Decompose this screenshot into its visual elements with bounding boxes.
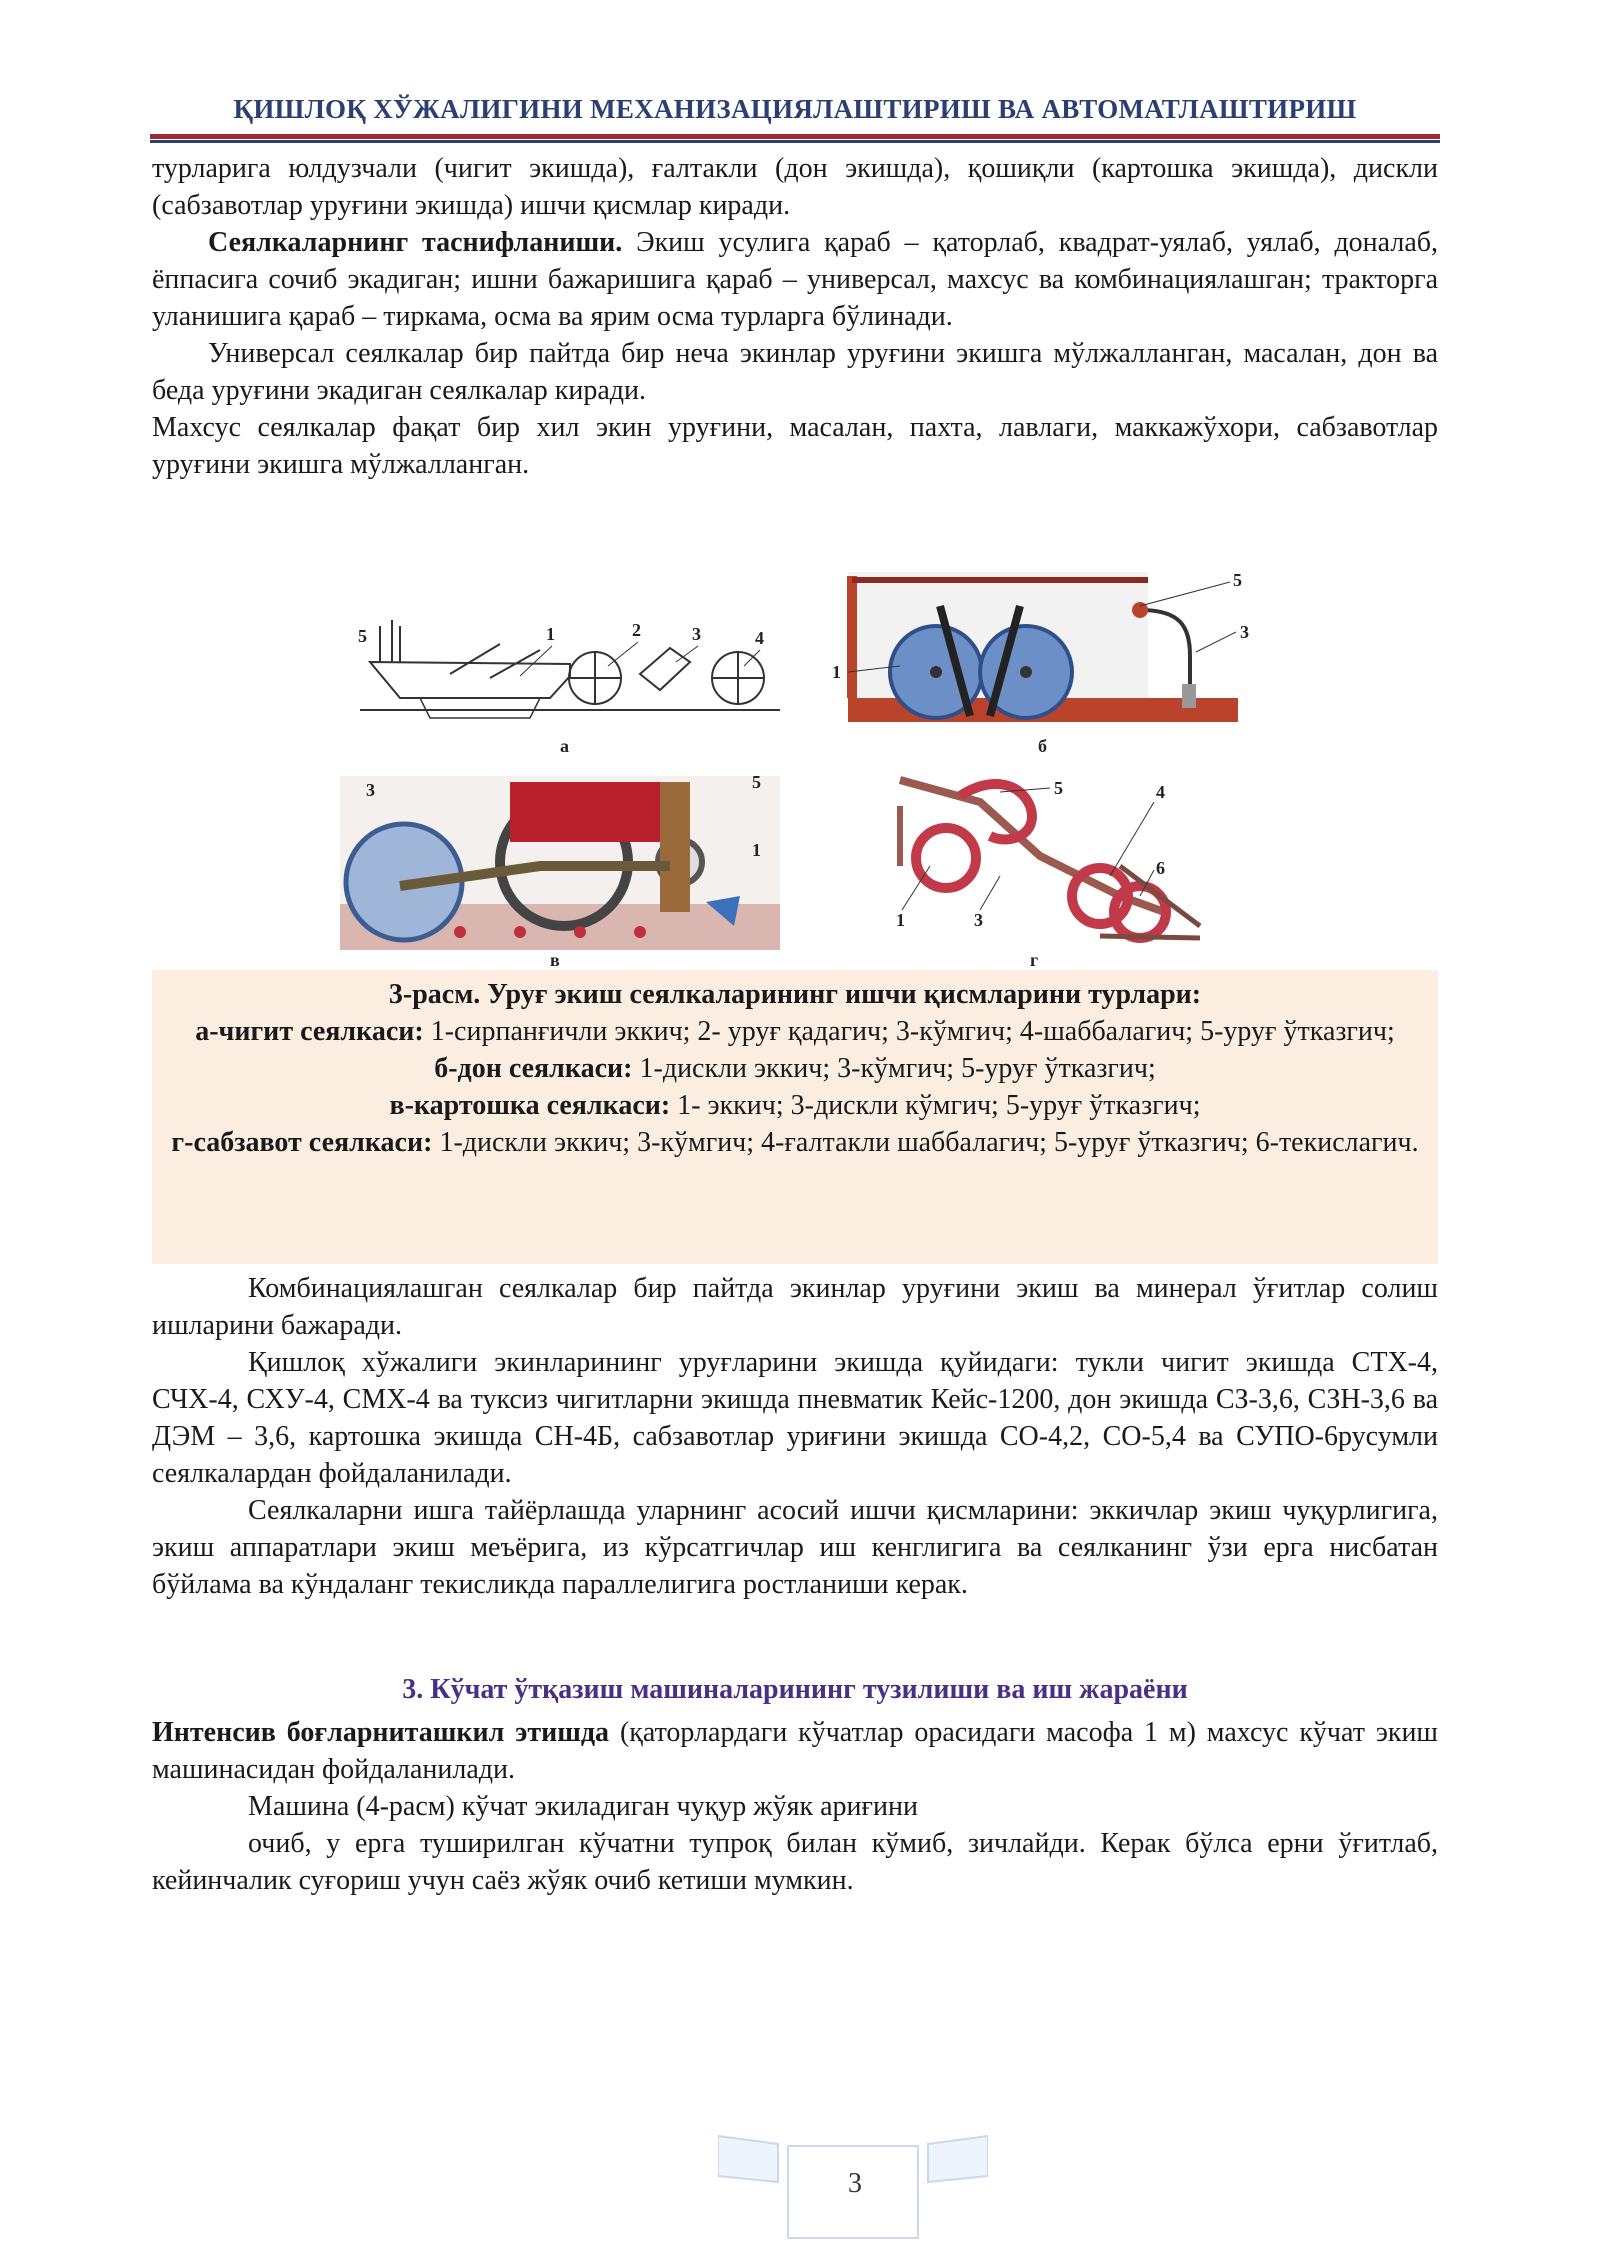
caption-line-b bbox=[152, 1050, 1438, 1087]
paragraph: Махсус сеялкалар фақат бир хил экин уруғини, масалан, пахта, лавлаги, маккажўхори, сабзавотлар уруғини экишга мўлжалланган. bbox=[152, 412, 1438, 480]
paragraph: Комбинациялашган сеялкалар бир пайтда экинлар уруғини экиш ва минерал ўғитлар солиш ишларини бажаради. bbox=[152, 1273, 1438, 1341]
panel-letter: в bbox=[550, 950, 560, 966]
caption-line-text: 1-дискли эккич; 3-кўмгич; 5-уруғ ўтказгич; bbox=[632, 1053, 1156, 1084]
running-header: ҚИШЛОҚ ХЎЖАЛИГИНИ МЕХАНИЗАЦИЯЛАШТИРИШ ВА АВТОМАТЛАШТИРИШ bbox=[233, 94, 1357, 124]
caption-line-d bbox=[152, 1124, 1438, 1161]
section-text bbox=[152, 1714, 1438, 1899]
header-rule-blue bbox=[150, 140, 1440, 143]
callout: 4 bbox=[755, 628, 764, 648]
callout: 3 bbox=[974, 910, 983, 930]
callout: 5 bbox=[1233, 570, 1242, 590]
paragraph: Машина (4-расм) кўчат экиладиган чуқур жўяк ариғини bbox=[248, 1791, 918, 1822]
panel-letter: б bbox=[1038, 736, 1047, 756]
figure-illustration bbox=[340, 566, 1270, 966]
header-rule-red bbox=[150, 134, 1440, 139]
section-heading: 3. Кўчат ўтқазиш машиналарининг тузилиши ва иш жараёни bbox=[402, 1674, 1188, 1705]
callout: 6 bbox=[1156, 858, 1165, 878]
panel-b-drawing bbox=[848, 572, 1238, 722]
callout: 3 bbox=[692, 624, 701, 644]
caption-line-label: б-дон сеялкаси: bbox=[434, 1053, 633, 1084]
callout: 5 bbox=[1054, 778, 1063, 798]
paragraph: Сеялкаларни ишга тайёрлашда уларнинг асосий ишчи қисмларини: эккичлар экиш чуқурлигига, экиш аппаратлари экиш меъёрига, из кўрсатгичлар иш кенглигига ва сеялканинг ўзи ерга нисбатан бўйлама ва кўндаланг текисликда параллелигига ростланиши керак. bbox=[152, 1495, 1438, 1600]
caption-line-label: в-картошка сеялкаси: bbox=[389, 1090, 671, 1121]
panel-a-leaders bbox=[520, 642, 760, 676]
caption-line-text: 1-дискли эккич; 3-кўмгич; 4-ғалтакли шаббалагич; 5-уруғ ўтказгич; 6-текислагич. bbox=[432, 1127, 1419, 1158]
caption-line-label: г-сабзавот сеялкаси: bbox=[171, 1127, 433, 1158]
callout: 5 bbox=[358, 626, 367, 646]
paragraph: Қишлоқ хўжалиги экинларининг уруғларини экишда қуйидаги: тукли чигит экишда СТХ-4, СЧХ-4, СХУ-4, СМХ-4 ва туксиз чигитларни экишда пневматик Кейс-1200, дон экишда СЗ-3,6, СЗН-3,6 ва ДЭМ – 3,6, картошка экишда СН-4Б, сабзавотлар уриғини экишда СО-4,2, СО-5,4 ва СУПО-6русумли сеялкалардан фойдаланилади. bbox=[152, 1347, 1438, 1489]
callout: 1 bbox=[832, 662, 841, 682]
paragraph: турларига юлдузчали (чигит экишда), ғалтакли (дон экишда), қошиқли (картошка экишда), дискли (сабзавотлар уруғини экишда) ишчи қисмлар киради. bbox=[152, 153, 1438, 221]
page-number: 3 bbox=[848, 2168, 862, 2199]
caption-line-text: 1- эккич; 3-дискли кўмгич; 5-уруғ ўтказгич; bbox=[670, 1090, 1201, 1121]
callout: 2 bbox=[632, 620, 641, 640]
caption-line-text: 1-сирпанғичли эккич; 2- уруғ қадагич; 3-кўмгич; 4-шаббалагич; 5-уруғ ўтказгич; bbox=[423, 1016, 1395, 1047]
paragraph: Универсал сеялкалар бир пайтда бир неча экинлар уруғини экишга мўлжалланган, масалан, дон ва беда уруғини экадиган сеялкалар киради. bbox=[152, 338, 1438, 406]
intro-text bbox=[152, 150, 1438, 483]
panel-letter: а bbox=[560, 736, 569, 756]
callout: 1 bbox=[752, 840, 761, 860]
callout: 1 bbox=[546, 624, 555, 644]
paragraph bbox=[152, 1714, 1438, 1788]
bold-lead: Интенсив боғларниташкил этишда bbox=[152, 1717, 610, 1748]
bold-lead: Сеялкаларнинг таснифланиши. bbox=[208, 227, 623, 258]
caption-line-c bbox=[152, 1087, 1438, 1124]
callout: 4 bbox=[1156, 782, 1165, 802]
paragraph bbox=[152, 224, 1438, 335]
panel-a-callouts bbox=[358, 620, 764, 756]
body-text-2 bbox=[152, 1270, 1438, 1603]
paragraph-rest: Экиш усулига қараб – қаторлаб, квадрат-уялаб, уялаб, доналаб, ёппасига сочиб экадиган; ишни бажаришига қараб – универсал, махсус ва комбинациялашган; тракторга уланишига қараб – тиркама, осма ва ярим осма турларга бўлинади. bbox=[152, 227, 1438, 332]
paragraph: очиб, у ерга туширилган кўчатни тупроқ билан кўмиб, зичлайди. Керак бўлса ерни ўғитлаб, кейинчалик суғориш учун саёз жўяк очиб кетиши мумкин. bbox=[152, 1828, 1438, 1896]
callout: 3 bbox=[1240, 622, 1249, 642]
callout: 3 bbox=[366, 780, 375, 800]
panel-a-drawing bbox=[360, 620, 780, 718]
caption-title: 3-расм. Уруғ экиш сеялкаларининг ишчи қисмларини турлари: bbox=[388, 979, 1202, 1010]
callout: 5 bbox=[752, 772, 761, 792]
caption-line-a bbox=[152, 1013, 1438, 1050]
panel-letter: г bbox=[1030, 950, 1039, 966]
panel-d-drawing bbox=[900, 780, 1200, 938]
panel-c-drawing bbox=[340, 776, 780, 950]
figure-seeder-working-parts bbox=[340, 566, 1270, 966]
paragraph-rest: (қаторлардаги кўчатлар орасидаги масофа 1 м) махсус кўчат экиш машинасидан фойдаланилади. bbox=[152, 1717, 1438, 1785]
caption-line-label: а-чигит сеялкаси: bbox=[195, 1016, 424, 1047]
callout: 1 bbox=[896, 910, 905, 930]
figure-caption bbox=[152, 970, 1438, 1264]
